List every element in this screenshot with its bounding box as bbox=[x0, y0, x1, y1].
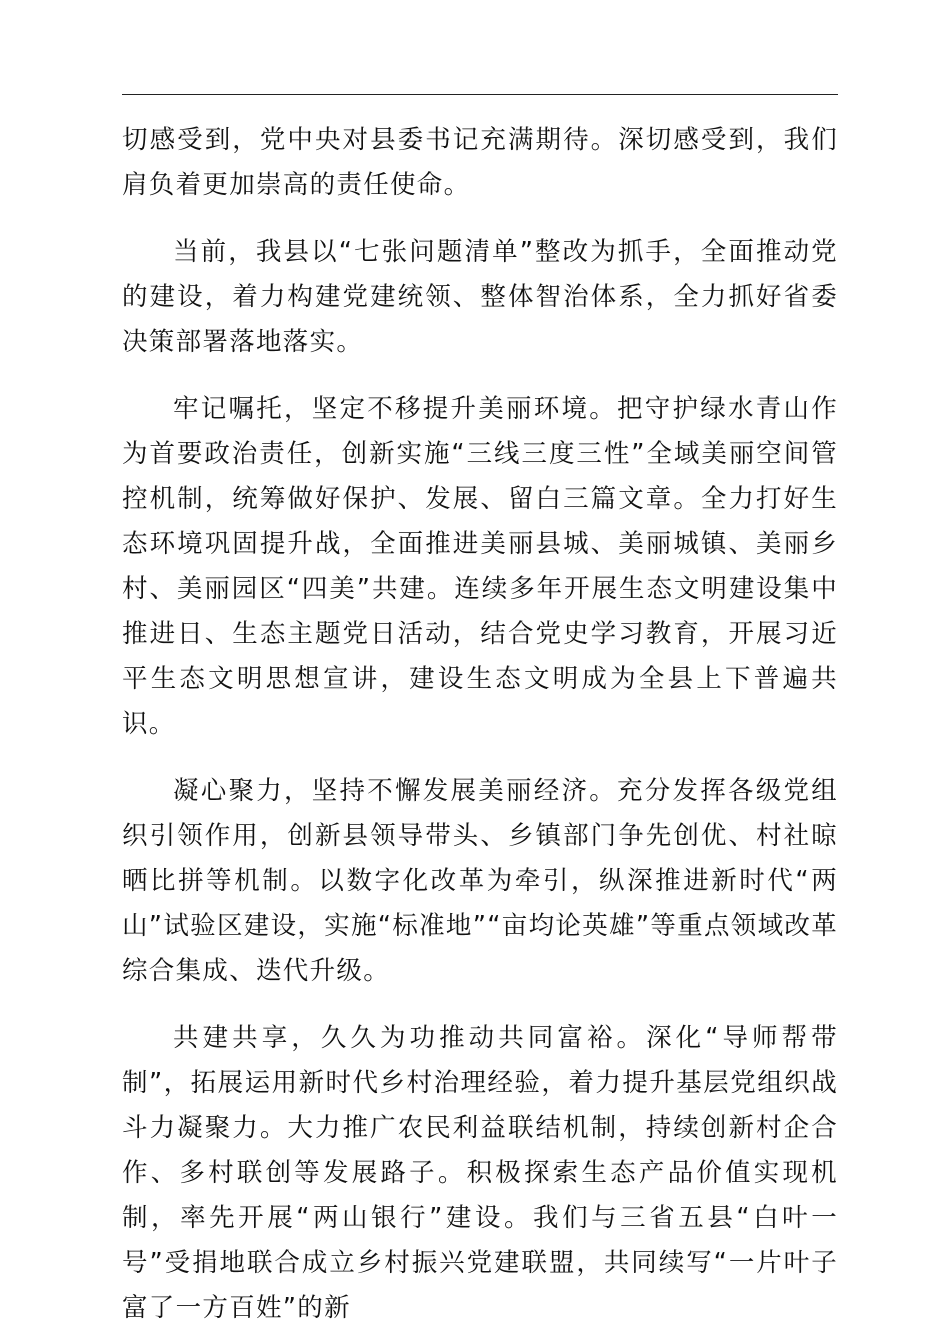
paragraph-1: 切感受到，党中央对县委书记充满期待。深切感受到，我们肩负着更加崇高的责任使命。 bbox=[122, 125, 838, 200]
paragraph-5: 共建共享，久久为功推动共同富裕。深化“导师帮带制”，拓展运用新时代乡村治理经验，着力提升基层党组织战斗力凝聚力。大力推广农民利益联结机制，持续创新村企合作、多村联创等发展路子。积极探索生态产品价值实现机制，率先开展“两山银行”建设。我们与三省五县“白叶一号”受捐地联合成立乡村振兴党建联盟，共同续写“一片叶子富了一方百姓”的新 bbox=[122, 1023, 838, 1323]
header-rule bbox=[122, 94, 838, 95]
document-body bbox=[122, 118, 838, 1331]
paragraph-4: 凝心聚力，坚持不懈发展美丽经济。充分发挥各级党组织引领作用，创新县领导带头、乡镇部门争先创优、村社晾晒比拼等机制。以数字化改革为牵引，纵深推进新时代“两山”试验区建设，实施“标准地”“亩均论英雄”等重点领域改革综合集成、迭代升级。 bbox=[122, 776, 838, 986]
paragraph-3: 牢记嘱托，坚定不移提升美丽环境。把守护绿水青山作为首要政治责任，创新实施“三线三度三性”全域美丽空间管控机制，统筹做好保护、发展、留白三篇文章。全力打好生态环境巩固提升战，全面推进美丽县城、美丽城镇、美丽乡村、美丽园区“四美”共建。连续多年开展生态文明建设集中推进日、生态主题党日活动，结合党史学习教育，开展习近平生态文明思想宣讲，建设生态文明成为全县上下普遍共识。 bbox=[122, 394, 838, 739]
paragraph-2: 当前，我县以“七张问题清单”整改为抓手，全面推动党的建设，着力构建党建统领、整体智治体系，全力抓好省委决策部署落地落实。 bbox=[122, 237, 838, 357]
